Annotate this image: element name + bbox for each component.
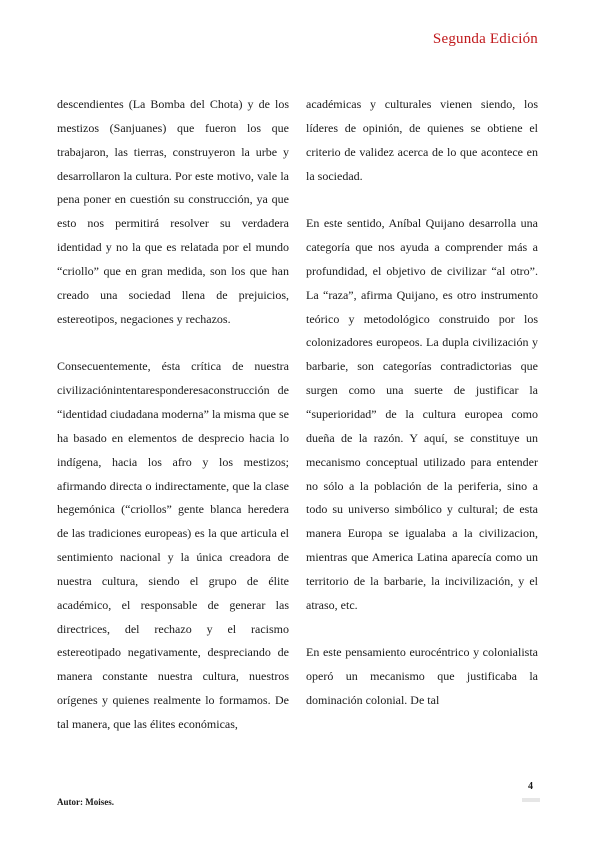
- right-paragraph-3: En este pensamiento eurocéntrico y colonialista operó un mecanismo que justificaba la dominación colonial. De tal: [306, 645, 538, 708]
- page-number-underline: [522, 798, 540, 802]
- right-column: [306, 93, 538, 713]
- left-column: [57, 93, 289, 737]
- left-paragraph-2: Consecuentemente, ésta crítica de nuestra civilizaciónintentaresponderesaconstrucción de “identidad ciudadana moderna” la misma que se ha basado en elementos de desprecio hacia lo indígena, hacia los afro y los mestizos; afirmando directa o indirectamente, que la clase hegemónica (“criollos” gente blanca heredera de las tradiciones europeas) es la que articula el sentimiento nacional y la única creadora de nuestra cultura, siendo el grupo de élite académico, el responsable de generar las directrices, del rechazo y el racismo estereotipado negativamente, despreciando de manera constante nuestra cultura, nuestros orígenes y quienes realmente lo formamos. De tal manera, que las élites económicas,: [57, 359, 289, 731]
- left-paragraph-1: descendientes (La Bomba del Chota) y de los mestizos (Sanjuanes) que fueron los que trabajaron, las tierras, construyeron la urbe y desarrollaron la cultura. Por este motivo, vale la pena poner en cuestión su construcción, ya que esto nos permitirá resolver su verdadera identidad y no la que es relatada por el mundo “criollo” que en gran medida, son los que han creado una sociedad llena de prejuicios, estereotipos, negaciones y rechazos.: [57, 97, 289, 326]
- paragraph-gap: [57, 331, 289, 355]
- paragraph-gap: [306, 618, 538, 642]
- page-number: 4: [528, 781, 533, 792]
- right-paragraph-1: académicas y culturales vienen siendo, los líderes de opinión, de quienes se obtiene el criterio de validez acerca de lo que acontece en la sociedad.: [306, 97, 538, 183]
- paragraph-gap: [306, 188, 538, 212]
- edition-header: Segunda Edición: [432, 31, 538, 47]
- author-footer: Autor: Moises.: [57, 797, 114, 807]
- right-paragraph-2: En este sentido, Aníbal Quijano desarrolla una categoría que nos ayuda a comprender más a profundidad, el objetivo de civilizar “al otro”. La “raza”, afirma Quijano, es otro instrumento teórico y metodológico construido por los colonizadores europeos. La dupla civilización y barbarie, son categorías contradictorias que surgen como una suerte de justificar la “superioridad” de la cultura europea como dueña de la razón. Y aquí, se constituye un mecanismo conceptual utilizado para entender no sólo a la población de la periferia, sino a todo su universo simbólico y cultural; de esta manera Europa se igualaba a la civilizacion, mientras que America Latina aparecía como un territorio de la barbarie, la incivilización, y el atraso, etc.: [306, 216, 538, 612]
